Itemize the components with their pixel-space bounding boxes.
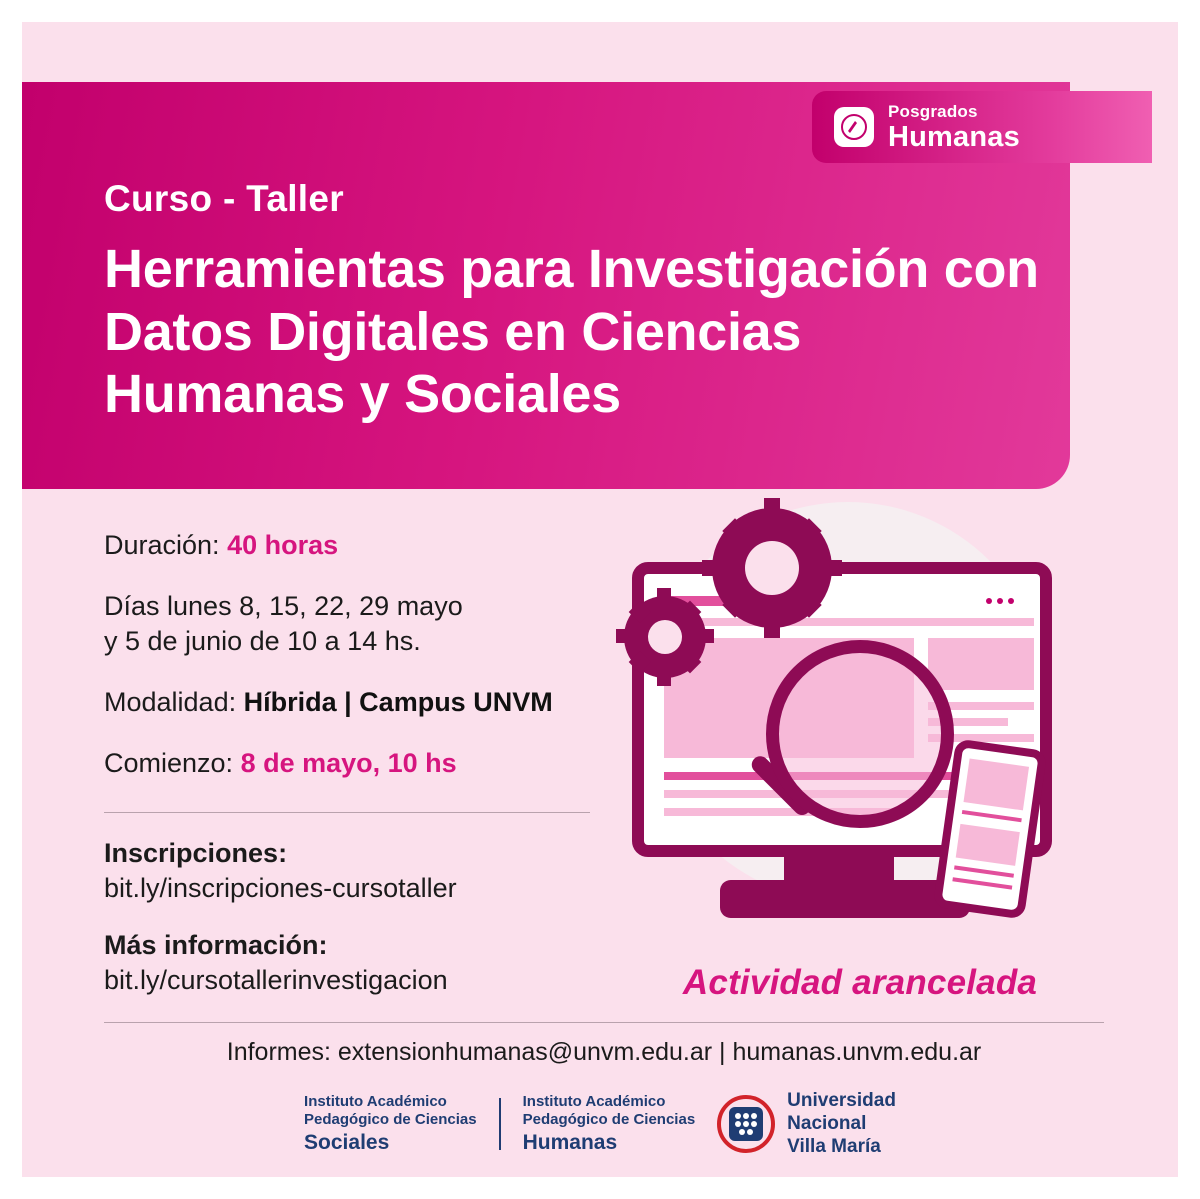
magnifier-icon — [766, 640, 954, 828]
mas-informacion-heading: Más información: — [104, 930, 328, 960]
footer-divider — [499, 1098, 501, 1150]
detail-comienzo — [104, 746, 624, 781]
sociales-line1: Instituto Académico — [304, 1093, 447, 1111]
dias-line2: y 5 de junio de 10 a 14 hs. — [104, 626, 421, 657]
sociales-strong: Sociales — [304, 1130, 390, 1154]
frame-left — [0, 0, 22, 1199]
humanas-line1: Instituto Académico — [522, 1093, 666, 1111]
unvm-line3: Villa María — [787, 1135, 881, 1157]
posgrados-logo-icon — [834, 107, 874, 147]
comienzo-value: 8 de mayo, 10 hs — [240, 748, 457, 779]
duracion-label: Duración: — [104, 530, 220, 560]
humanas-strong: Humanas — [522, 1130, 618, 1154]
mas-informacion-link[interactable]: bit.ly/cursotallerinvestigacion — [104, 965, 448, 995]
footer-logos — [0, 1090, 1200, 1158]
divider-top — [104, 812, 590, 813]
arancelada-note: Actividad arancelada — [682, 963, 1038, 1002]
monitor-base — [720, 880, 970, 918]
duracion-value: 40 horas — [227, 530, 339, 560]
brand-text — [888, 103, 1020, 152]
brand-small: Posgrados — [888, 101, 978, 121]
humanas-line2: Pedagógico de Ciencias — [522, 1111, 696, 1129]
gear-large-icon — [712, 508, 832, 628]
window-dots-icon — [986, 598, 1014, 604]
inscripciones-link[interactable]: bit.ly/inscripciones-cursotaller — [104, 873, 457, 903]
details-list — [104, 528, 624, 807]
unvm-seal-inner — [729, 1107, 763, 1141]
divider-bottom — [104, 1022, 1104, 1023]
modalidad-value: Híbrida | Campus UNVM — [243, 687, 553, 718]
unvm-line1: Universidad — [787, 1090, 896, 1111]
sociales-line2: Pedagógico de Ciencias — [304, 1111, 477, 1129]
kicker: Curso - Taller — [104, 178, 344, 219]
frame-right — [1178, 0, 1200, 1199]
informes-line: Informes: extensionhumanas@unvm.edu.ar | humanas.unvm.edu.ar — [226, 1038, 982, 1066]
logo-unvm — [717, 1090, 896, 1158]
dias-line1: Días lunes 8, 15, 22, 29 mayo — [104, 591, 463, 622]
frame-bottom — [0, 1177, 1200, 1199]
unvm-seal-icon — [717, 1095, 775, 1153]
page-title: Herramientas para Investigación con Datos Digitales en Ciencias Humanas y Sociales — [104, 239, 1039, 425]
frame-top — [0, 0, 1200, 22]
unvm-line2: Nacional — [787, 1112, 867, 1134]
brand-big: Humanas — [888, 120, 1020, 153]
detail-duracion — [104, 528, 624, 563]
brand-tab-posgrados-humanas — [812, 91, 1152, 163]
logo-iap-humanas — [523, 1093, 696, 1155]
modalidad-label: Modalidad: — [104, 687, 237, 718]
inscripciones-block — [104, 838, 457, 904]
detail-dias — [104, 589, 624, 659]
comienzo-label: Comienzo: — [104, 748, 234, 779]
inscripciones-heading: Inscripciones: — [104, 838, 288, 868]
unvm-name — [787, 1090, 896, 1158]
illustration-research-tools — [608, 492, 1078, 942]
logo-iap-sociales — [304, 1093, 477, 1155]
mas-informacion-block — [104, 930, 448, 996]
detail-modalidad — [104, 685, 624, 720]
gear-small-icon — [624, 596, 706, 678]
